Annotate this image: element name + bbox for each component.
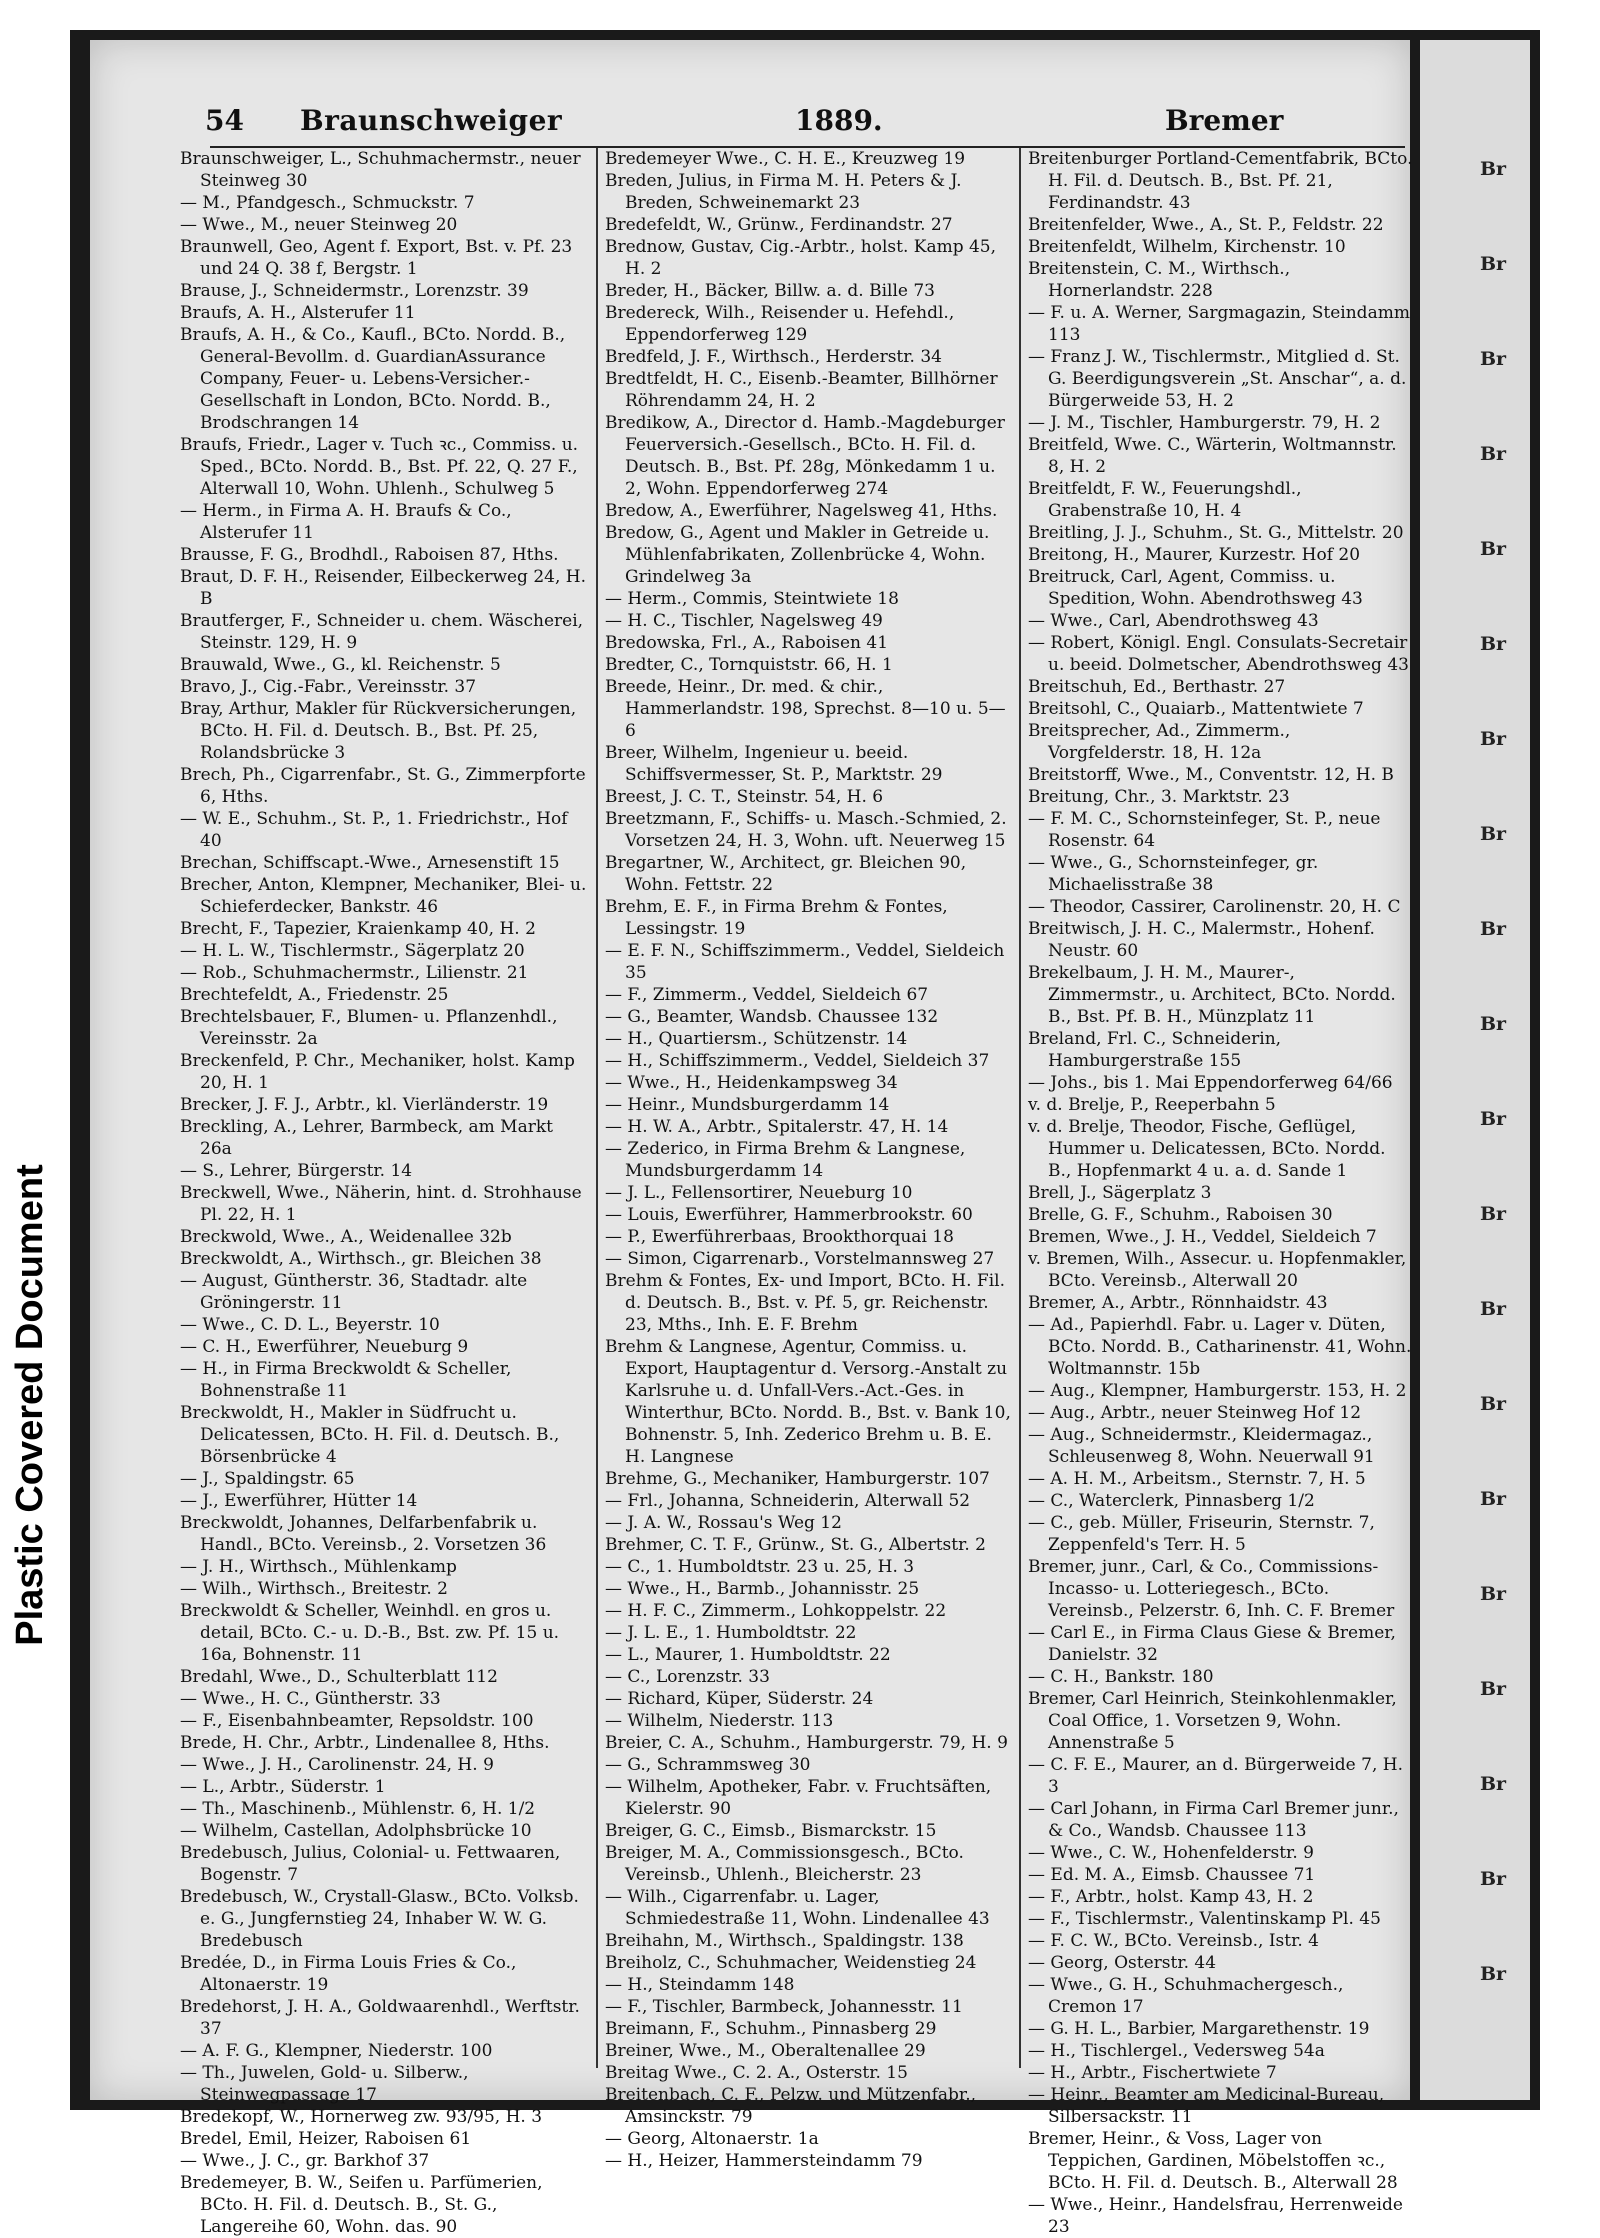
directory-entry: — Franz J. W., Tischlermstr., Mitglied d. St. G. Beerdigungsverein „St. Anschar“, a. d. Bürgerweide 53, H. 2 <box>1028 347 1407 411</box>
directory-entry: Breckwold, Wwe., A., Weidenallee 32b <box>180 1227 512 1247</box>
edge-fragment: Br <box>1480 918 1507 940</box>
edge-fragment: Br <box>1480 538 1507 560</box>
directory-entry: Breitwisch, J. H. C., Malermstr., Hohenf. Neustr. 60 <box>1028 919 1375 961</box>
directory-entry: — A. H. M., Arbeitsm., Sternstr. 7, H. 5 <box>1028 1469 1366 1489</box>
directory-entry: Brelle, G. F., Schuhm., Raboisen 30 <box>1028 1205 1333 1225</box>
directory-entry: Brechtelsbauer, F., Blumen- u. Pflanzenhdl., Vereinsstr. 2a <box>180 1007 558 1049</box>
directory-entry: Brechan, Schiffscapt.-Wwe., Arnesenstift 15 <box>180 853 560 873</box>
directory-entry: — Aug., Schneidermstr., Kleidermagaz., Schleusenweg 8, Wohn. Neuerwall 91 <box>1028 1425 1375 1467</box>
directory-entry: — A. F. G., Klempner, Niederstr. 100 <box>180 2041 493 2061</box>
directory-entry: — C. H., Ewerführer, Neueburg 9 <box>180 1337 469 1357</box>
directory-entry: — F., Zimmerm., Veddel, Sieldeich 67 <box>605 985 929 1005</box>
directory-entry: — Wwe., J. C., gr. Barkhof 37 <box>180 2151 430 2171</box>
directory-entry: — Wwe., M., neuer Steinweg 20 <box>180 215 458 235</box>
directory-entry: Bremer, Carl Heinrich, Steinkohlenmakler, Coal Office, 1. Vorsetzen 9, Wohn. Annenstraße 5 <box>1028 1689 1397 1753</box>
directory-entry: Breder, H., Bäcker, Billw. a. d. Bille 73 <box>605 281 935 301</box>
directory-entry: — Wwe., H., Barmb., Johannisstr. 25 <box>605 1579 920 1599</box>
directory-entry: Bredikow, A., Director d. Hamb.-Magdeburger Feuerversich.-Gesellsch., BCto. H. Fil. d. Deutsch. B., Bst. Pf. 28g, Mönkedamm 1 u. 2, Wohn. Eppendorferweg 274 <box>605 413 1005 499</box>
directory-entry: — Wwe., Heinr., Handelsfrau, Herrenweide 23 <box>1028 2195 1403 2237</box>
header-year: 1889. <box>795 104 883 137</box>
directory-entry: — S., Lehrer, Bürgerstr. 14 <box>180 1161 413 1181</box>
directory-entry: Braunwell, Geo, Agent f. Export, Bst. v. Pf. 23 und 24 Q. 38 f, Bergstr. 1 <box>180 237 573 279</box>
directory-entry: Breckwoldt, Johannes, Delfarbenfabrik u. Handl., BCto. Vereinsb., 2. Vorsetzen 36 <box>180 1513 547 1555</box>
edge-fragment: Br <box>1480 348 1507 370</box>
directory-entry: — Frl., Johanna, Schneiderin, Alterwall 52 <box>605 1491 971 1511</box>
directory-entry: — J. L., Fellensortirer, Neueburg 10 <box>605 1183 913 1203</box>
directory-entry: Bremer, junr., Carl, & Co., Commissions-Incasso- u. Lotteriegesch., BCto. Vereinsb., Pelzerstr. 6, Inh. C. F. Bremer <box>1028 1557 1395 1621</box>
directory-entry: — Aug., Arbtr., neuer Steinweg Hof 12 <box>1028 1403 1362 1423</box>
directory-entry: — Ed. M. A., Eimsb. Chaussee 71 <box>1028 1865 1316 1885</box>
directory-entry: Bredée, D., in Firma Louis Fries & Co., Altonaerstr. 19 <box>180 1953 517 1995</box>
directory-entry: — Simon, Cigarrenarb., Vorstelmannsweg 27 <box>605 1249 995 1269</box>
directory-entry: — Th., Juwelen, Gold- u. Silberw., Steinwegpassage 17 <box>180 2063 469 2105</box>
edge-fragment: Br <box>1480 443 1507 465</box>
page-header <box>115 100 1405 144</box>
directory-entry: Breden, Julius, in Firma M. H. Peters & J. Breden, Schweinemarkt 23 <box>605 171 962 213</box>
directory-entry: Breiger, G. C., Eimsb., Bismarckstr. 15 <box>605 1821 937 1841</box>
directory-entry: — H., Schiffszimmerm., Veddel, Sieldeich 37 <box>605 1051 990 1071</box>
directory-entry: — Th., Maschinenb., Mühlenstr. 6, H. 1/2 <box>180 1799 536 1819</box>
directory-entry: Breitfeldt, F. W., Feuerungshdl., Grabenstraße 10, H. 4 <box>1028 479 1302 521</box>
directory-entry: Brell, J., Sägerplatz 3 <box>1028 1183 1212 1203</box>
directory-entry: Brech, Ph., Cigarrenfabr., St. G., Zimmerpforte 6, Hths. <box>180 765 586 807</box>
header-left-title: Braunschweiger <box>300 104 563 137</box>
column-3 <box>1028 148 1413 2237</box>
directory-entry: Brautferger, F., Schneider u. chem. Wäscherei, Steinstr. 129, H. 9 <box>180 611 584 653</box>
directory-entry: — H. F. C., Zimmerm., Lohkoppelstr. 22 <box>605 1601 947 1621</box>
directory-entry: — Georg, Altonaerstr. 1a <box>605 2129 819 2149</box>
directory-entry: Breitenfelder, Wwe., A., St. P., Feldstr. 22 <box>1028 215 1384 235</box>
directory-entry: — F., Arbtr., holst. Kamp 43, H. 2 <box>1028 1887 1314 1907</box>
directory-entry: Bredow, G., Agent und Makler in Getreide u. Mühlenfabrikaten, Zollenbrücke 4, Wohn. Grindelweg 3a <box>605 523 990 587</box>
directory-entry: Breitstorff, Wwe., M., Conventstr. 12, H. B <box>1028 765 1394 785</box>
directory-entry: — J., Ewerführer, Hütter 14 <box>180 1491 418 1511</box>
directory-entry: — F., Tischler, Barmbeck, Johannesstr. 11 <box>605 1997 963 2017</box>
directory-entry: — Herm., Commis, Steintwiete 18 <box>605 589 899 609</box>
edge-fragment: Br <box>1480 1108 1507 1130</box>
column-2 <box>605 148 1015 2171</box>
edge-fragment: Br <box>1480 1963 1507 1985</box>
next-page-edge <box>1420 40 1530 2100</box>
directory-entry: Braunschweiger, L., Schuhmachermstr., neuer Steinweg 30 <box>180 149 581 191</box>
directory-entry: Bremen, Wwe., J. H., Veddel, Sieldeich 7 <box>1028 1227 1377 1247</box>
directory-entry: Bredfeld, J. F., Wirthsch., Herderstr. 34 <box>605 347 942 367</box>
directory-entry: Brede, H. Chr., Arbtr., Lindenallee 8, Hths. <box>180 1733 550 1753</box>
directory-entry: Breitenburger Portland-Cementfabrik, BCto. H. Fil. d. Deutsch. B., Bst. Pf. 21, Ferdinandstr. 43 <box>1028 149 1413 213</box>
edge-fragment: Br <box>1480 1773 1507 1795</box>
directory-entry: — Heinr., Beamter am Medicinal-Bureau, Silbersackstr. 11 <box>1028 2085 1385 2127</box>
directory-entry: Bremer, Heinr., & Voss, Lager von Teppichen, Gardinen, Möbelstoffen ꝛc., BCto. H. Fil. d. Deutsch. B., Alterwall 28 <box>1028 2129 1398 2193</box>
directory-entry: — August, Güntherstr. 36, Stadtadr. alte Gröningerstr. 11 <box>180 1271 528 1313</box>
column-divider <box>596 148 598 2068</box>
directory-entry: — Wilh., Cigarrenfabr. u. Lager, Schmiedestraße 11, Wohn. Lindenallee 43 <box>605 1887 990 1929</box>
directory-entry: Breitfeld, Wwe. C., Wärterin, Woltmannstr. 8, H. 2 <box>1028 435 1397 477</box>
directory-entry: — Wwe., J. H., Carolinenstr. 24, H. 9 <box>180 1755 494 1775</box>
column-divider <box>1019 148 1021 2068</box>
edge-fragment: Br <box>1480 253 1507 275</box>
directory-entry: — F., Eisenbahnbeamter, Repsoldstr. 100 <box>180 1711 534 1731</box>
directory-entry: Breckwoldt, A., Wirthsch., gr. Bleichen 38 <box>180 1249 542 1269</box>
directory-entry: Bredemeyer, B. W., Seifen u. Parfümerien, BCto. H. Fil. d. Deutsch. B., St. G., Langereihe 60, Wohn. das. 90 <box>180 2173 543 2237</box>
directory-entry: — Rob., Schuhmachermstr., Lilienstr. 21 <box>180 963 529 983</box>
directory-entry: Bredter, C., Tornquiststr. 66, H. 1 <box>605 655 893 675</box>
directory-entry: — H., Tischlergel., Vedersweg 54a <box>1028 2041 1325 2061</box>
directory-entry: Breitag Wwe., C. 2. A., Osterstr. 15 <box>605 2063 908 2083</box>
directory-entry: Bredel, Emil, Heizer, Raboisen 61 <box>180 2129 472 2149</box>
directory-entry: — C., Waterclerk, Pinnasberg 1/2 <box>1028 1491 1315 1511</box>
directory-entry: Braufs, A. H., & Co., Kaufl., BCto. Nordd. B., General-Bevollm. d. GuardianAssurance Company, Feuer- u. Lebens-Versicher.-Gesellschaft in London, BCto. Nordd. B., Brodschrangen 14 <box>180 325 566 433</box>
directory-entry: Bredtfeldt, H. C., Eisenb.-Beamter, Billhörner Röhrendamm 24, H. 2 <box>605 369 998 411</box>
directory-entry: Brecker, J. F. J., Arbtr., kl. Vierländerstr. 19 <box>180 1095 549 1115</box>
edge-fragment: Br <box>1480 1203 1507 1225</box>
directory-entry: Breitenbach, C. F., Pelzw. und Mützenfabr., Amsinckstr. 79 <box>605 2085 977 2127</box>
directory-entry: Breitenstein, C. M., Wirthsch., Hornerlandstr. 228 <box>1028 259 1291 301</box>
edge-fragment: Br <box>1480 158 1507 180</box>
directory-entry: Breitong, H., Maurer, Kurzestr. Hof 20 <box>1028 545 1361 565</box>
directory-entry: Breckling, A., Lehrer, Barmbeck, am Markt 26a <box>180 1117 553 1159</box>
directory-entry: Breest, J. C. T., Steinstr. 54, H. 6 <box>605 787 884 807</box>
directory-entry: — Richard, Küper, Süderstr. 24 <box>605 1689 874 1709</box>
directory-entry: — H., in Firma Breckwoldt & Scheller, Bohnenstraße 11 <box>180 1359 512 1401</box>
edge-fragment: Br <box>1480 1013 1507 1035</box>
directory-entry: v. Bremen, Wilh., Assecur. u. Hopfenmakler, BCto. Vereinsb., Alterwall 20 <box>1028 1249 1407 1291</box>
directory-entry: — G., Schrammsweg 30 <box>605 1755 811 1775</box>
directory-entry: Breiholz, C., Schuhmacher, Weidenstieg 24 <box>605 1953 977 1973</box>
directory-entry: — L., Arbtr., Süderstr. 1 <box>180 1777 386 1797</box>
directory-entry: Breitling, J. J., Schuhm., St. G., Mittelstr. 20 <box>1028 523 1404 543</box>
edge-fragment: Br <box>1480 1678 1507 1700</box>
directory-entry: Breitung, Chr., 3. Marktstr. 23 <box>1028 787 1290 807</box>
directory-entry: — Wilhelm, Niederstr. 113 <box>605 1711 834 1731</box>
directory-entry: — Wilhelm, Apotheker, Fabr. v. Fruchtsäften, Kielerstr. 90 <box>605 1777 992 1819</box>
edge-fragment: Br <box>1480 1393 1507 1415</box>
directory-entry: Breihahn, M., Wirthsch., Spaldingstr. 138 <box>605 1931 964 1951</box>
directory-entry: Bredowska, Frl., A., Raboisen 41 <box>605 633 889 653</box>
directory-entry: — H. L. W., Tischlermstr., Sägerplatz 20 <box>180 941 525 961</box>
directory-entry: — E. F. N., Schiffszimmerm., Veddel, Sieldeich 35 <box>605 941 1005 983</box>
directory-entry: — Heinr., Mundsburgerdamm 14 <box>605 1095 890 1115</box>
directory-entry: — C., 1. Humboldtstr. 23 u. 25, H. 3 <box>605 1557 915 1577</box>
directory-entry: Breckwoldt, H., Makler in Südfrucht u. Delicatessen, BCto. H. Fil. d. Deutsch. B., Börsenbrücke 4 <box>180 1403 560 1467</box>
page-number: 54 <box>205 104 244 137</box>
directory-entry: Bredefeldt, W., Grünw., Ferdinandstr. 27 <box>605 215 953 235</box>
directory-entry: — J., Spaldingstr. 65 <box>180 1469 355 1489</box>
directory-entry: — Wwe., C. D. L., Beyerstr. 10 <box>180 1315 440 1335</box>
directory-entry: Breitsprecher, Ad., Zimmerm., Vorgfelderstr. 18, H. 12a <box>1028 721 1291 763</box>
edge-fragment: Br <box>1480 633 1507 655</box>
directory-entry: Breier, C. A., Schuhm., Hamburgerstr. 79, H. 9 <box>605 1733 1008 1753</box>
directory-entry: v. d. Brelje, P., Reeperbahn 5 <box>1028 1095 1276 1115</box>
directory-entry: Bredahl, Wwe., D., Schulterblatt 112 <box>180 1667 498 1687</box>
directory-entry: Braufs, A. H., Alsterufer 11 <box>180 303 416 323</box>
directory-entry: Brehm, E. F., in Firma Brehm & Fontes, Lessingstr. 19 <box>605 897 948 939</box>
directory-entry: — Louis, Ewerführer, Hammerbrookstr. 60 <box>605 1205 973 1225</box>
directory-entry: Braut, D. F. H., Reisender, Eilbeckerweg 24, H. B <box>180 567 587 609</box>
directory-entry: Breland, Frl. C., Schneiderin, Hamburgerstraße 155 <box>1028 1029 1282 1071</box>
directory-entry: Bredebusch, Julius, Colonial- u. Fettwaaren, Bogenstr. 7 <box>180 1843 561 1885</box>
directory-entry: — H. C., Tischler, Nagelsweg 49 <box>605 611 883 631</box>
directory-entry: — C. F. E., Maurer, an d. Bürgerweide 7, H. 3 <box>1028 1755 1403 1797</box>
directory-entry: Bravo, J., Cig.-Fabr., Vereinsstr. 37 <box>180 677 477 697</box>
directory-entry: — H., Heizer, Hammersteindamm 79 <box>605 2151 923 2171</box>
directory-entry: — Wwe., Carl, Abendrothsweg 43 <box>1028 611 1319 631</box>
directory-entry: — Aug., Klempner, Hamburgerstr. 153, H. 2 <box>1028 1381 1407 1401</box>
directory-entry: Breckenfeld, P. Chr., Mechaniker, holst. Kamp 20, H. 1 <box>180 1051 575 1093</box>
directory-entry: Brecht, F., Tapezier, Kraienkamp 40, H. 2 <box>180 919 536 939</box>
directory-entry: — Wilhelm, Castellan, Adolphsbrücke 10 <box>180 1821 532 1841</box>
directory-entry: — F. M. C., Schornsteinfeger, St. P., neue Rosenstr. 64 <box>1028 809 1381 851</box>
directory-entry: — G., Beamter, Wandsb. Chaussee 132 <box>605 1007 939 1027</box>
directory-entry: Breckwell, Wwe., Näherin, hint. d. Strohhause Pl. 22, H. 1 <box>180 1183 582 1225</box>
directory-entry: Breitruck, Carl, Agent, Commiss. u. Spedition, Wohn. Abendrothsweg 43 <box>1028 567 1363 609</box>
directory-entry: — C. H., Bankstr. 180 <box>1028 1667 1214 1687</box>
directory-entry: Brausse, F. G., Brodhdl., Raboisen 87, Hths. <box>180 545 559 565</box>
edge-fragment: Br <box>1480 1488 1507 1510</box>
directory-entry: Bremer, A., Arbtr., Rönnhaidstr. 43 <box>1028 1293 1328 1313</box>
directory-entry: — H., Steindamm 148 <box>605 1975 795 1995</box>
directory-entry: v. d. Brelje, Theodor, Fische, Geflügel, Hummer u. Delicatessen, BCto. Nordd. B., Hopfenmarkt 4 u. a. d. Sande 1 <box>1028 1117 1386 1181</box>
directory-entry: — F., Tischlermstr., Valentinskamp Pl. 45 <box>1028 1909 1381 1929</box>
directory-entry: — H. W. A., Arbtr., Spitalerstr. 47, H. 14 <box>605 1117 949 1137</box>
directory-entry: — Herm., in Firma A. H. Braufs & Co., Alsterufer 11 <box>180 501 512 543</box>
directory-entry: — Wwe., G. H., Schuhmachergesch., Cremon 17 <box>1028 1975 1344 2017</box>
directory-entry: Breiner, Wwe., M., Oberaltenallee 29 <box>605 2041 926 2061</box>
directory-entry: — J. H., Wirthsch., Mühlenkamp <box>180 1557 457 1577</box>
edge-fragment: Br <box>1480 1583 1507 1605</box>
directory-entry: — F. C. W., BCto. Vereinsb., Istr. 4 <box>1028 1931 1319 1951</box>
directory-entry: — G. H. L., Barbier, Margarethenstr. 19 <box>1028 2019 1370 2039</box>
directory-entry: — Wwe., G., Schornsteinfeger, gr. Michaelisstraße 38 <box>1028 853 1319 895</box>
directory-entry: — Carl E., in Firma Claus Giese & Bremer, Danielstr. 32 <box>1028 1623 1396 1665</box>
directory-entry: Brehmer, C. T. F., Grünw., St. G., Albertstr. 2 <box>605 1535 986 1555</box>
directory-entry: Brehm & Fontes, Ex- und Import, BCto. H. Fil. d. Deutsch. B., Bst. v. Pf. 5, gr. Reichenstr. 23, Mths., Inh. E. F. Brehm <box>605 1271 1006 1335</box>
directory-entry: — Robert, Königl. Engl. Consulats-Secretair u. beeid. Dolmetscher, Abendrothsweg 43 <box>1028 633 1409 675</box>
column-1 <box>180 148 590 2237</box>
directory-entry: Breitschuh, Ed., Berthastr. 27 <box>1028 677 1286 697</box>
directory-entry: — J. L. E., 1. Humboldtstr. 22 <box>605 1623 857 1643</box>
directory-entry: — H., Quartiersm., Schützenstr. 14 <box>605 1029 908 1049</box>
directory-entry: Breede, Heinr., Dr. med. & chir., Hammerlandstr. 198, Sprechst. 8—10 u. 5—6 <box>605 677 1006 741</box>
directory-entry: — Zederico, in Firma Brehm & Langnese, Mundsburgerdamm 14 <box>605 1139 966 1181</box>
directory-entry: Breimann, F., Schuhm., Pinnasberg 29 <box>605 2019 937 2039</box>
directory-entry: Breer, Wilhelm, Ingenieur u. beeid. Schiffsvermesser, St. P., Marktstr. 29 <box>605 743 943 785</box>
directory-entry: Brecher, Anton, Klempner, Mechaniker, Blei- u. Schieferdecker, Bankstr. 46 <box>180 875 587 917</box>
header-right-title: Bremer <box>1165 104 1284 137</box>
directory-entry: Bray, Arthur, Makler für Rückversicherungen, BCto. H. Fil. d. Deutsch. B., Bst. Pf. 25, Rolandsbrücke 3 <box>180 699 577 763</box>
directory-entry: — Carl Johann, in Firma Carl Bremer junr., & Co., Wandsb. Chaussee 113 <box>1028 1799 1399 1841</box>
directory-entry: — M., Pfandgesch., Schmuckstr. 7 <box>180 193 475 213</box>
directory-entry: Brauwald, Wwe., G., kl. Reichenstr. 5 <box>180 655 501 675</box>
directory-entry: Brause, J., Schneidermstr., Lorenzstr. 39 <box>180 281 529 301</box>
directory-entry: Breckwoldt & Scheller, Weinhdl. en gros u. detail, BCto. C.- u. D.-B., Bst. zw. Pf. 15 u. 16a, Bohnenstr. 11 <box>180 1601 560 1665</box>
directory-entry: — F. u. A. Werner, Sargmagazin, Steindamm 113 <box>1028 303 1410 345</box>
edge-fragment: Br <box>1480 1298 1507 1320</box>
directory-entry: — Georg, Osterstr. 44 <box>1028 1953 1217 1973</box>
directory-entry: Brednow, Gustav, Cig.-Arbtr., holst. Kamp 45, H. 2 <box>605 237 997 279</box>
directory-entry: — L., Maurer, 1. Humboldtstr. 22 <box>605 1645 891 1665</box>
directory-entry: — C., geb. Müller, Friseurin, Sternstr. 7, Zeppenfeld's Terr. H. 5 <box>1028 1513 1375 1555</box>
directory-entry: — P., Ewerführerbaas, Brookthorquai 18 <box>605 1227 954 1247</box>
directory-entry: Bredemeyer Wwe., C. H. E., Kreuzweg 19 <box>605 149 966 169</box>
directory-entry: — Wilh., Wirthsch., Breitestr. 2 <box>180 1579 448 1599</box>
directory-entry: — Johs., bis 1. Mai Eppendorferweg 64/66 <box>1028 1073 1393 1093</box>
directory-entry: — Wwe., H., Heidenkampsweg 34 <box>605 1073 898 1093</box>
directory-entry: Bredow, A., Ewerführer, Nagelsweg 41, Hths. <box>605 501 998 521</box>
side-label: Plastic Covered Document <box>9 1164 51 1646</box>
directory-entry: — W. E., Schuhm., St. P., 1. Friedrichstr., Hof 40 <box>180 809 568 851</box>
directory-entry: Bregartner, W., Architect, gr. Bleichen 90, Wohn. Fettstr. 22 <box>605 853 967 895</box>
edge-fragment: Br <box>1480 728 1507 750</box>
directory-entry: — Theodor, Cassirer, Carolinenstr. 20, H. C <box>1028 897 1401 917</box>
directory-entry: — H., Arbtr., Fischertwiete 7 <box>1028 2063 1277 2083</box>
directory-entry: Breitsohl, C., Quaiarb., Mattentwiete 7 <box>1028 699 1364 719</box>
directory-entry: — Wwe., C. W., Hohenfelderstr. 9 <box>1028 1843 1314 1863</box>
directory-entry: — C., Lorenzstr. 33 <box>605 1667 770 1687</box>
directory-entry: — Wwe., H. C., Güntherstr. 33 <box>180 1689 441 1709</box>
edge-fragment: Br <box>1480 823 1507 845</box>
directory-entry: Bredehorst, J. H. A., Goldwaarenhdl., Werftstr. 37 <box>180 1997 580 2039</box>
directory-entry: — J. A. W., Rossau's Weg 12 <box>605 1513 842 1533</box>
directory-entry: Brehme, G., Mechaniker, Hamburgerstr. 107 <box>605 1469 990 1489</box>
directory-entry: — Ad., Papierhdl. Fabr. u. Lager v. Düten, BCto. Nordd. B., Catharinenstr. 41, Wohn. Woltmannstr. 15b <box>1028 1315 1412 1379</box>
directory-entry: — J. M., Tischler, Hamburgerstr. 79, H. 2 <box>1028 413 1381 433</box>
directory-entry: Brechtefeldt, A., Friedenstr. 25 <box>180 985 449 1005</box>
directory-entry: Bredekopf, W., Hornerweg zw. 93/95, H. 3 <box>180 2107 543 2127</box>
directory-entry: Brehm & Langnese, Agentur, Commiss. u. Export, Hauptagentur d. Versorg.-Anstalt zu Karlsruhe u. d. Unfall-Vers.-Act.-Ges. in Winterthur, BCto. Nordd. B., Bst. v. Bank 10, Bohnenstr. 5, Inh. Zederico Brehm u. B. E. H. Langnese <box>605 1337 1011 1467</box>
directory-entry: Braufs, Friedr., Lager v. Tuch ꝛc., Commiss. u. Sped., BCto. Nordd. B., Bst. Pf. 22, Q. 27 F., Alterwall 10, Wohn. Uhlenh., Schulweg 5 <box>180 435 579 499</box>
directory-entry: Bredebusch, W., Crystall-Glasw., BCto. Volksb. e. G., Jungfernstieg 24, Inhaber W. W. G. Bredebusch <box>180 1887 579 1951</box>
directory-entry: Breitenfeldt, Wilhelm, Kirchenstr. 10 <box>1028 237 1346 257</box>
directory-entry: Breiger, M. A., Commissionsgesch., BCto. Vereinsb., Uhlenh., Bleicherstr. 23 <box>605 1843 964 1885</box>
directory-entry: Bredereck, Wilh., Reisender u. Hefehdl., Eppendorferweg 129 <box>605 303 955 345</box>
directory-entry: Brekelbaum, J. H. M., Maurer-, Zimmermstr., u. Architect, BCto. Nordd. B., Bst. Pf. B. H., Münzplatz 11 <box>1028 963 1396 1027</box>
edge-fragment: Br <box>1480 1868 1507 1890</box>
directory-entry: Breetzmann, F., Schiffs- u. Masch.-Schmied, 2. Vorsetzen 24, H. 3, Wohn. uft. Neuerweg 15 <box>605 809 1007 851</box>
